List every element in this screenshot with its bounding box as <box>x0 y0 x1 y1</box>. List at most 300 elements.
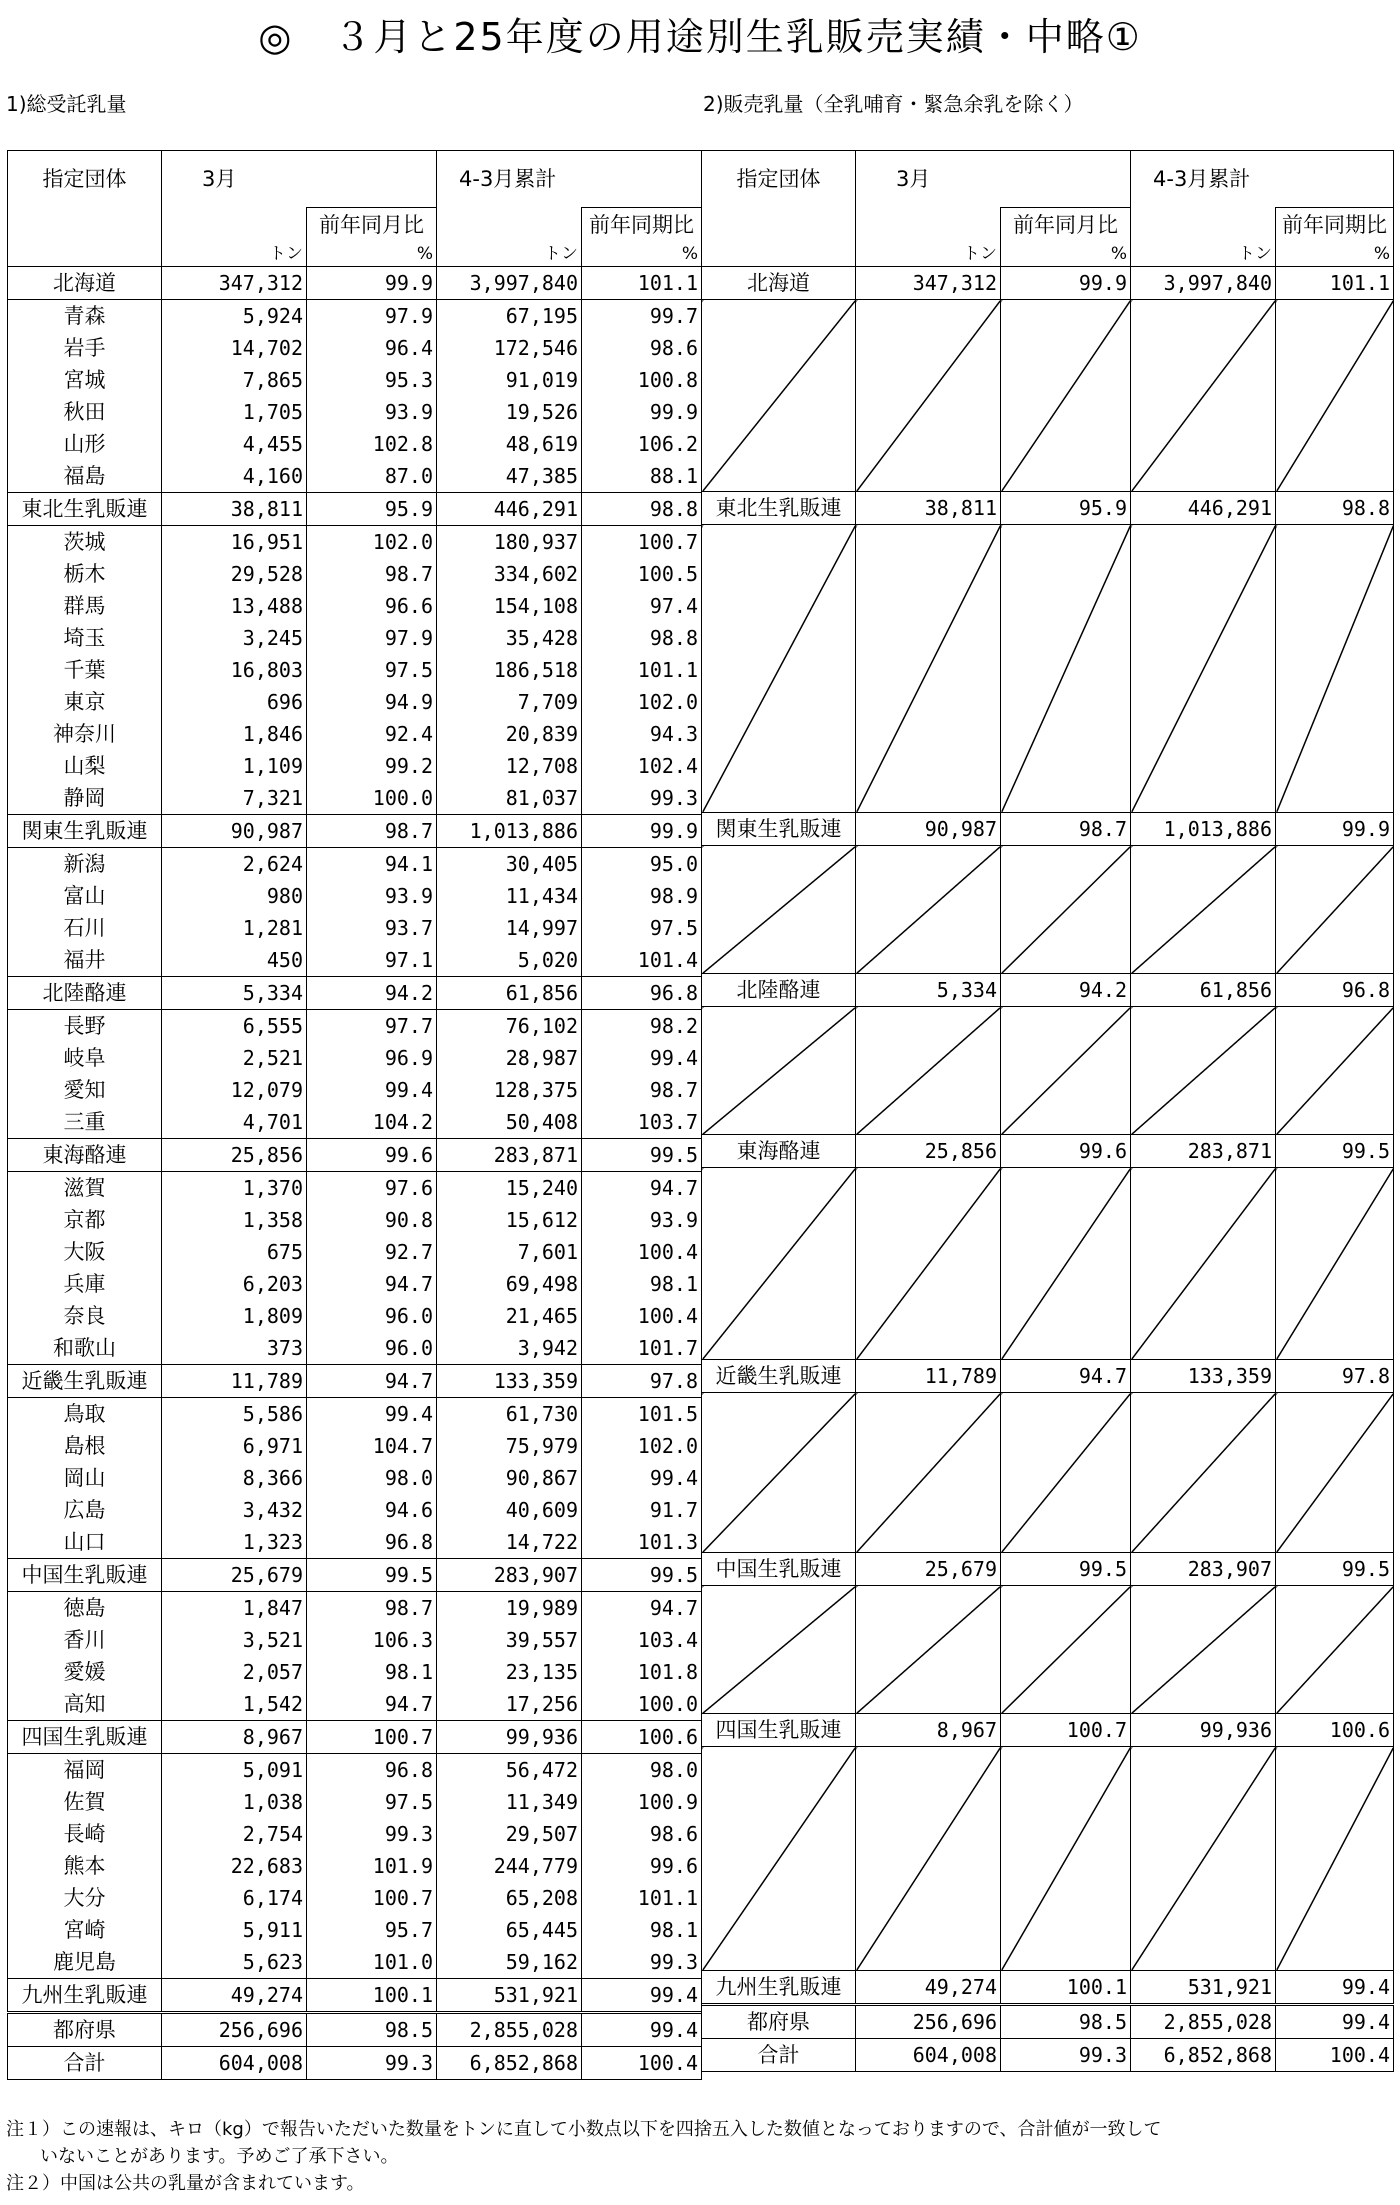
month-yoy: 101.0 <box>307 1946 437 1979</box>
cumulative-yoy: 100.6 <box>582 1721 702 1754</box>
footnote-1: 注１）この速報は、キロ（kg）で報告いただいた数量をトンに直して小数点以下を四捨五入した数値となっておりますので、合計値が一致して <box>6 2119 1162 2140</box>
table-row <box>702 525 1394 557</box>
month-volume: 25,856 <box>856 1135 1001 1168</box>
org-name: 都府県 <box>8 2013 162 2047</box>
table-row <box>8 428 702 460</box>
month-volume: 2,521 <box>162 1042 307 1074</box>
org-name: 香川 <box>8 1624 162 1656</box>
month-yoy: 96.6 <box>307 590 437 622</box>
month-yoy: 99.3 <box>1001 2039 1131 2072</box>
cumulative-yoy: 101.3 <box>582 1526 702 1559</box>
table-row <box>8 848 702 881</box>
month-yoy: 93.9 <box>307 880 437 912</box>
table-row <box>8 1365 702 1398</box>
empty-diagonal-cell <box>702 300 856 492</box>
org-name: 秋田 <box>8 396 162 428</box>
cumulative-volume: 14,997 <box>437 912 582 944</box>
table-row <box>8 1139 702 1172</box>
cumulative-yoy: 99.4 <box>1276 2005 1394 2039</box>
cumulative-volume: 39,557 <box>437 1624 582 1656</box>
cumulative-volume: 99,936 <box>1131 1714 1276 1747</box>
month-yoy: 97.9 <box>307 300 437 333</box>
month-volume: 3,521 <box>162 1624 307 1656</box>
month-volume: 6,555 <box>162 1010 307 1043</box>
org-name: 兵庫 <box>8 1268 162 1300</box>
month-volume: 13,488 <box>162 590 307 622</box>
table-row <box>8 1236 702 1268</box>
cumulative-yoy: 98.7 <box>582 1074 702 1106</box>
empty-diagonal-cell <box>1001 300 1131 492</box>
month-volume: 7,321 <box>162 782 307 815</box>
org-name: 東海酪連 <box>702 1135 856 1168</box>
month-volume: 6,971 <box>162 1430 307 1462</box>
cumulative-yoy: 99.9 <box>1276 813 1394 846</box>
cumulative-volume: 334,602 <box>437 558 582 590</box>
cumulative-volume: 19,989 <box>437 1592 582 1625</box>
month-yoy: 97.7 <box>307 1010 437 1043</box>
org-name: 都府県 <box>702 2005 856 2039</box>
month-yoy: 97.1 <box>307 944 437 977</box>
month-volume: 980 <box>162 880 307 912</box>
month-volume: 604,008 <box>856 2039 1001 2072</box>
month-volume: 373 <box>162 1332 307 1365</box>
table-row <box>8 1526 702 1559</box>
table-row <box>8 460 702 493</box>
org-name: 静岡 <box>8 782 162 815</box>
cumulative-yoy: 101.7 <box>582 1332 702 1365</box>
table-row <box>8 622 702 654</box>
month-yoy: 99.5 <box>1001 1553 1131 1586</box>
empty-diagonal-cell <box>1001 846 1131 974</box>
month-volume: 12,079 <box>162 1074 307 1106</box>
cumulative-yoy: 102.0 <box>582 1430 702 1462</box>
cumulative-yoy: 98.9 <box>582 880 702 912</box>
month-volume: 347,312 <box>162 267 307 300</box>
cumulative-volume: 180,937 <box>437 526 582 559</box>
org-name: 和歌山 <box>8 1332 162 1365</box>
table-row <box>8 1914 702 1946</box>
empty-diagonal-cell <box>1131 1168 1276 1360</box>
empty-diagonal-cell <box>856 1393 1001 1553</box>
cumulative-yoy: 95.0 <box>582 848 702 881</box>
table-row <box>8 1592 702 1625</box>
month-yoy: 97.9 <box>307 622 437 654</box>
month-yoy: 94.7 <box>307 1365 437 1398</box>
empty-diagonal-cell <box>1131 300 1276 492</box>
month-yoy: 98.7 <box>307 558 437 590</box>
cumulative-volume: 40,609 <box>437 1494 582 1526</box>
cumulative-yoy: 99.5 <box>582 1139 702 1172</box>
org-name: 茨城 <box>8 526 162 559</box>
cumulative-volume: 67,195 <box>437 300 582 333</box>
cumulative-volume: 91,019 <box>437 364 582 396</box>
org-name: 東海酪連 <box>8 1139 162 1172</box>
cumulative-yoy: 99.6 <box>582 1850 702 1882</box>
org-name: 群馬 <box>8 590 162 622</box>
table-row <box>702 1553 1394 1586</box>
cumulative-yoy: 100.5 <box>582 558 702 590</box>
cumulative-volume: 133,359 <box>1131 1360 1276 1393</box>
org-name: 九州生乳販連 <box>8 1979 162 2013</box>
empty-diagonal-cell <box>1001 1586 1131 1714</box>
month-yoy: 97.6 <box>307 1172 437 1205</box>
table-row <box>8 1494 702 1526</box>
table-row <box>8 526 702 559</box>
org-name: 長野 <box>8 1010 162 1043</box>
empty-diagonal-cell <box>702 1747 856 1971</box>
cumulative-volume: 6,852,868 <box>437 2047 582 2080</box>
org-name: 大分 <box>8 1882 162 1914</box>
cumulative-yoy: 99.5 <box>1276 1135 1394 1168</box>
empty-diagonal-cell <box>1276 1168 1394 1360</box>
cumulative-yoy: 94.3 <box>582 718 702 750</box>
cumulative-yoy: 98.8 <box>582 622 702 654</box>
month-volume: 8,967 <box>162 1721 307 1754</box>
month-yoy: 95.9 <box>307 493 437 526</box>
unit-ton: トン <box>856 242 1001 267</box>
cumulative-yoy: 94.7 <box>582 1592 702 1625</box>
org-name: 三重 <box>8 1106 162 1139</box>
month-yoy: 99.4 <box>307 1074 437 1106</box>
month-yoy: 102.8 <box>307 428 437 460</box>
cumulative-yoy: 100.8 <box>582 364 702 396</box>
table-row <box>8 1559 702 1592</box>
table-row <box>8 300 702 333</box>
month-yoy: 98.5 <box>1001 2005 1131 2039</box>
cumulative-yoy: 98.6 <box>582 332 702 364</box>
month-volume: 6,174 <box>162 1882 307 1914</box>
cumulative-volume: 17,256 <box>437 1688 582 1721</box>
month-yoy: 100.1 <box>307 1979 437 2013</box>
cumulative-volume: 244,779 <box>437 1850 582 1882</box>
month-yoy: 96.8 <box>307 1754 437 1787</box>
table-row <box>8 1074 702 1106</box>
consignment-volume-table <box>7 150 702 2080</box>
table-row <box>8 1430 702 1462</box>
cumulative-yoy: 99.4 <box>1276 1971 1394 2005</box>
cumulative-volume: 65,208 <box>437 1882 582 1914</box>
cumulative-volume: 172,546 <box>437 332 582 364</box>
org-name: 岐阜 <box>8 1042 162 1074</box>
month-yoy: 93.9 <box>307 396 437 428</box>
cumulative-yoy: 101.1 <box>582 267 702 300</box>
cumulative-volume: 48,619 <box>437 428 582 460</box>
month-volume: 22,683 <box>162 1850 307 1882</box>
header-yoy-period: 前年同期比 <box>1276 208 1394 243</box>
cumulative-yoy: 93.9 <box>582 1204 702 1236</box>
cumulative-yoy: 102.0 <box>582 686 702 718</box>
cumulative-volume: 1,013,886 <box>437 815 582 848</box>
cumulative-yoy: 97.8 <box>1276 1360 1394 1393</box>
table-row <box>702 1168 1394 1200</box>
cumulative-yoy: 100.4 <box>582 2047 702 2080</box>
table-row <box>8 364 702 396</box>
cumulative-volume: 3,997,840 <box>1131 267 1276 300</box>
month-yoy: 95.7 <box>307 1914 437 1946</box>
table-row <box>702 1714 1394 1747</box>
cumulative-yoy: 91.7 <box>582 1494 702 1526</box>
cumulative-volume: 186,518 <box>437 654 582 686</box>
month-volume: 1,809 <box>162 1300 307 1332</box>
month-volume: 2,057 <box>162 1656 307 1688</box>
cumulative-yoy: 101.1 <box>582 654 702 686</box>
month-yoy: 94.7 <box>1001 1360 1131 1393</box>
month-yoy: 94.6 <box>307 1494 437 1526</box>
org-name: 四国生乳販連 <box>702 1714 856 1747</box>
cumulative-yoy: 101.4 <box>582 944 702 977</box>
cumulative-volume: 81,037 <box>437 782 582 815</box>
cumulative-volume: 65,445 <box>437 1914 582 1946</box>
table-row <box>8 912 702 944</box>
empty-diagonal-cell <box>1276 525 1394 813</box>
month-volume: 25,856 <box>162 1139 307 1172</box>
cumulative-volume: 3,997,840 <box>437 267 582 300</box>
cumulative-volume: 283,871 <box>1131 1135 1276 1168</box>
cumulative-volume: 99,936 <box>437 1721 582 1754</box>
header-yoy-month: 前年同月比 <box>307 208 437 243</box>
month-volume: 38,811 <box>856 492 1001 525</box>
org-name: 徳島 <box>8 1592 162 1625</box>
table-row <box>8 1721 702 1754</box>
org-name: 合計 <box>702 2039 856 2072</box>
month-volume: 1,846 <box>162 718 307 750</box>
month-yoy: 97.5 <box>307 654 437 686</box>
cumulative-volume: 61,730 <box>437 1398 582 1431</box>
cumulative-volume: 11,349 <box>437 1786 582 1818</box>
empty-diagonal-cell <box>856 1168 1001 1360</box>
month-volume: 256,696 <box>162 2013 307 2047</box>
org-name: 東京 <box>8 686 162 718</box>
month-volume: 1,358 <box>162 1204 307 1236</box>
month-volume: 347,312 <box>856 267 1001 300</box>
month-volume: 1,109 <box>162 750 307 782</box>
month-yoy: 96.0 <box>307 1300 437 1332</box>
empty-diagonal-cell <box>702 1393 856 1553</box>
cumulative-volume: 23,135 <box>437 1656 582 1688</box>
month-yoy: 99.6 <box>307 1139 437 1172</box>
empty-diagonal-cell <box>1131 1747 1276 1971</box>
month-yoy: 99.4 <box>307 1398 437 1431</box>
table-row <box>702 1135 1394 1168</box>
page-title: ◎ ３月と25年度の用途別生乳販売実績・中略① <box>258 15 1142 59</box>
month-yoy: 94.7 <box>307 1688 437 1721</box>
org-name: 愛媛 <box>8 1656 162 1688</box>
table-row <box>702 300 1394 332</box>
org-name: 東北生乳販連 <box>702 492 856 525</box>
table-row <box>702 1586 1394 1618</box>
table-row <box>702 1007 1394 1039</box>
org-name: 千葉 <box>8 654 162 686</box>
table-row <box>8 1332 702 1365</box>
cumulative-volume: 531,921 <box>437 1979 582 2013</box>
table-row <box>8 1398 702 1431</box>
table-row <box>702 1747 1394 1779</box>
empty-diagonal-cell <box>1276 1586 1394 1714</box>
cumulative-yoy: 100.4 <box>582 1300 702 1332</box>
cumulative-yoy: 100.0 <box>582 1688 702 1721</box>
cumulative-volume: 128,375 <box>437 1074 582 1106</box>
month-yoy: 99.5 <box>307 1559 437 1592</box>
org-name: 近畿生乳販連 <box>702 1360 856 1393</box>
month-yoy: 96.8 <box>307 1526 437 1559</box>
cumulative-yoy: 88.1 <box>582 460 702 493</box>
month-volume: 25,679 <box>856 1553 1001 1586</box>
unit-pct: % <box>1276 242 1394 267</box>
org-name: 佐賀 <box>8 1786 162 1818</box>
table-row <box>8 590 702 622</box>
cumulative-volume: 20,839 <box>437 718 582 750</box>
empty-diagonal-cell <box>1001 525 1131 813</box>
cumulative-yoy: 99.9 <box>582 815 702 848</box>
cumulative-volume: 19,526 <box>437 396 582 428</box>
month-volume: 8,967 <box>856 1714 1001 1747</box>
cumulative-volume: 12,708 <box>437 750 582 782</box>
month-volume: 1,281 <box>162 912 307 944</box>
cumulative-yoy: 98.6 <box>582 1818 702 1850</box>
cumulative-volume: 3,942 <box>437 1332 582 1365</box>
month-volume: 49,274 <box>856 1971 1001 2005</box>
table-row <box>702 813 1394 846</box>
cumulative-volume: 2,855,028 <box>437 2013 582 2047</box>
month-volume: 5,334 <box>162 977 307 1010</box>
cumulative-yoy: 98.1 <box>582 1268 702 1300</box>
month-volume: 3,245 <box>162 622 307 654</box>
cumulative-volume: 531,921 <box>1131 1971 1276 2005</box>
month-volume: 5,091 <box>162 1754 307 1787</box>
unit-pct: % <box>307 242 437 267</box>
cumulative-volume: 30,405 <box>437 848 582 881</box>
empty-diagonal-cell <box>1001 1007 1131 1135</box>
table-row <box>8 1882 702 1914</box>
header-month: 3月 <box>856 151 1001 208</box>
table-row <box>8 1268 702 1300</box>
cumulative-volume: 2,855,028 <box>1131 2005 1276 2039</box>
month-yoy: 100.7 <box>307 1882 437 1914</box>
cumulative-yoy: 101.1 <box>582 1882 702 1914</box>
month-volume: 25,679 <box>162 1559 307 1592</box>
cumulative-volume: 21,465 <box>437 1300 582 1332</box>
cumulative-yoy: 99.9 <box>582 396 702 428</box>
org-name: 宮城 <box>8 364 162 396</box>
month-volume: 38,811 <box>162 493 307 526</box>
month-volume: 16,803 <box>162 654 307 686</box>
cumulative-volume: 35,428 <box>437 622 582 654</box>
month-volume: 5,911 <box>162 1914 307 1946</box>
org-name: 山梨 <box>8 750 162 782</box>
table-row <box>8 1754 702 1787</box>
table-row <box>702 974 1394 1007</box>
cumulative-yoy: 97.8 <box>582 1365 702 1398</box>
unit-ton: トン <box>162 242 307 267</box>
month-yoy: 97.5 <box>307 1786 437 1818</box>
cumulative-yoy: 100.7 <box>582 526 702 559</box>
table-row <box>8 1850 702 1882</box>
cumulative-volume: 1,013,886 <box>1131 813 1276 846</box>
cumulative-volume: 11,434 <box>437 880 582 912</box>
unit-pct: % <box>1001 242 1131 267</box>
cumulative-volume: 446,291 <box>437 493 582 526</box>
org-name: 中国生乳販連 <box>8 1559 162 1592</box>
cumulative-volume: 75,979 <box>437 1430 582 1462</box>
org-name: 福井 <box>8 944 162 977</box>
month-volume: 696 <box>162 686 307 718</box>
empty-diagonal-cell <box>1001 1747 1131 1971</box>
month-yoy: 104.2 <box>307 1106 437 1139</box>
month-volume: 1,542 <box>162 1688 307 1721</box>
month-volume: 6,203 <box>162 1268 307 1300</box>
month-yoy: 102.0 <box>307 526 437 559</box>
month-volume: 450 <box>162 944 307 977</box>
header-org: 指定団体 <box>702 151 856 208</box>
table-row <box>8 332 702 364</box>
table-row <box>8 654 702 686</box>
cumulative-volume: 28,987 <box>437 1042 582 1074</box>
sales-volume-table <box>701 150 1394 2072</box>
month-volume: 90,987 <box>162 815 307 848</box>
org-name: 北陸酪連 <box>702 974 856 1007</box>
org-name: 岩手 <box>8 332 162 364</box>
month-volume: 604,008 <box>162 2047 307 2080</box>
month-yoy: 99.3 <box>307 1818 437 1850</box>
table-row <box>702 2039 1394 2072</box>
org-name: 京都 <box>8 1204 162 1236</box>
cumulative-yoy: 97.5 <box>582 912 702 944</box>
org-name: 四国生乳販連 <box>8 1721 162 1754</box>
org-name: 石川 <box>8 912 162 944</box>
org-name: 埼玉 <box>8 622 162 654</box>
org-name: 近畿生乳販連 <box>8 1365 162 1398</box>
month-yoy: 100.7 <box>307 1721 437 1754</box>
table-row <box>8 944 702 977</box>
month-yoy: 99.3 <box>307 2047 437 2080</box>
table-row <box>702 1393 1394 1425</box>
month-volume: 90,987 <box>856 813 1001 846</box>
month-volume: 675 <box>162 1236 307 1268</box>
cumulative-yoy: 103.4 <box>582 1624 702 1656</box>
cumulative-volume: 90,867 <box>437 1462 582 1494</box>
cumulative-volume: 61,856 <box>437 977 582 1010</box>
cumulative-volume: 5,020 <box>437 944 582 977</box>
empty-diagonal-cell <box>1001 1168 1131 1360</box>
empty-diagonal-cell <box>1276 846 1394 974</box>
org-name: 大阪 <box>8 1236 162 1268</box>
month-volume: 1,323 <box>162 1526 307 1559</box>
cumulative-yoy: 96.8 <box>1276 974 1394 1007</box>
empty-diagonal-cell <box>702 1007 856 1135</box>
org-name: 青森 <box>8 300 162 333</box>
header-month: 3月 <box>162 151 307 208</box>
table-row <box>8 493 702 526</box>
cumulative-volume: 76,102 <box>437 1010 582 1043</box>
table-row <box>8 1462 702 1494</box>
header-cumulative: 4-3月累計 <box>1131 151 1276 208</box>
month-yoy: 93.7 <box>307 912 437 944</box>
month-yoy: 98.7 <box>307 1592 437 1625</box>
empty-diagonal-cell <box>702 525 856 813</box>
month-volume: 4,160 <box>162 460 307 493</box>
cumulative-yoy: 99.3 <box>582 1946 702 1979</box>
month-yoy: 94.9 <box>307 686 437 718</box>
month-volume: 1,847 <box>162 1592 307 1625</box>
table-row <box>8 1204 702 1236</box>
table-row <box>8 2013 702 2047</box>
month-yoy: 98.0 <box>307 1462 437 1494</box>
cumulative-yoy: 101.8 <box>582 1656 702 1688</box>
cumulative-yoy: 101.1 <box>1276 267 1394 300</box>
table-row <box>8 1300 702 1332</box>
empty-diagonal-cell <box>856 1007 1001 1135</box>
table-row <box>8 1818 702 1850</box>
